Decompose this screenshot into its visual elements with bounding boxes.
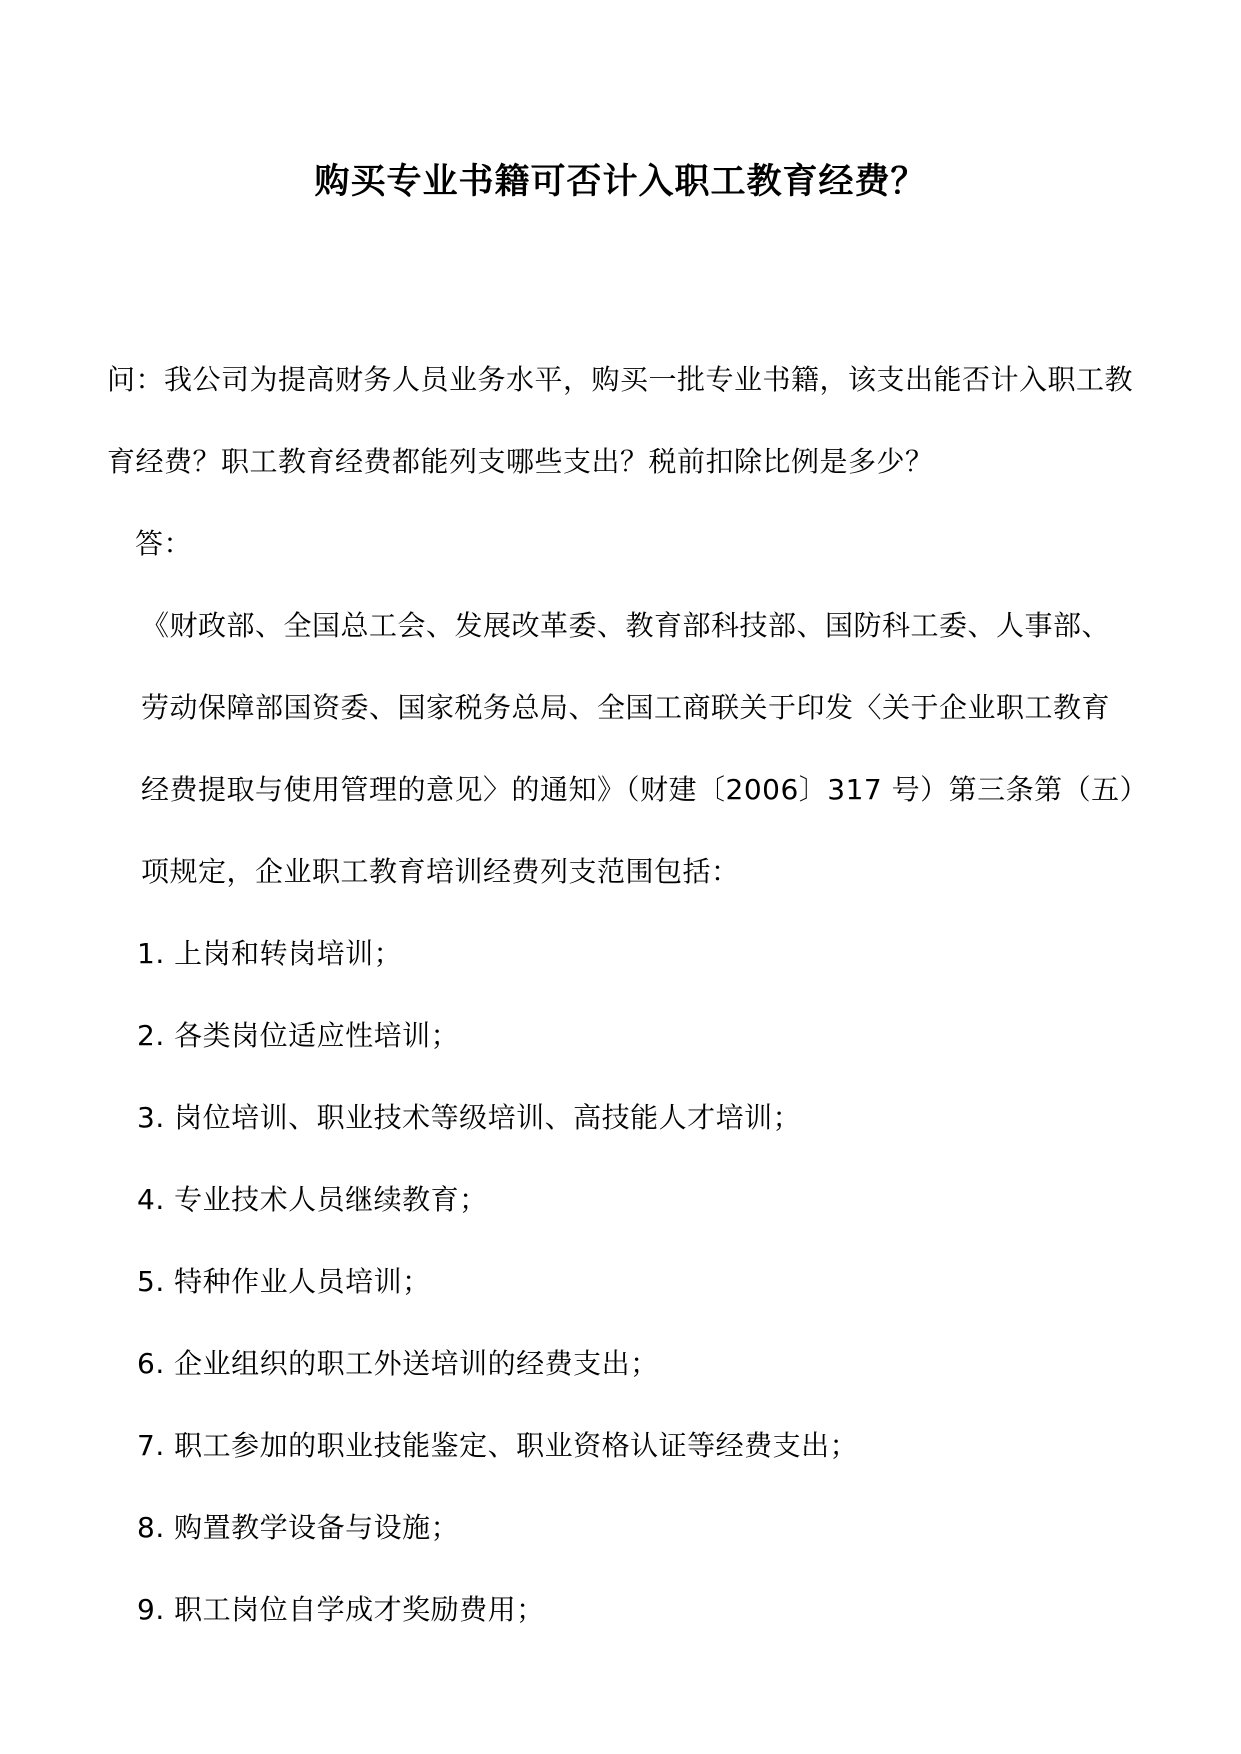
list-item: 7. 职工参加的职业技能鉴定、职业资格认证等经费支出； <box>137 1429 859 1462</box>
answer-paragraph: 《财政部、全国总工会、发展改革委、教育部科技部、国防科工委、人事部、劳动保障部国资委、国家税务总局、全国工商联关于印发〈关于企业职工教育经费提取与使用管理的意见〉的通知》（财建〔2006〕317 号）第三条第（五）项规定，企业职工教育培训经费列支范围包括： <box>141 609 1135 888</box>
list-item: 4. 专业技术人员继续教育； <box>137 1183 488 1216</box>
answer-label: 答： <box>135 527 193 560</box>
document-body <box>107 339 1137 1651</box>
document-title: 购买专业书籍可否计入职工教育经费？ <box>314 161 927 202</box>
question-paragraph: 问：我公司为提高财务人员业务水平，购买一批专业书籍，该支出能否计入职工教育经费？职工教育经费都能列支哪些支出？税前扣除比例是多少？ <box>107 363 1134 478</box>
list-item: 6. 企业组织的职工外送培训的经费支出； <box>137 1347 659 1380</box>
list-item: 9. 职工岗位自学成才奖励费用； <box>137 1593 545 1626</box>
list-item: 8. 购置教学设备与设施； <box>137 1511 460 1544</box>
list-item: 5. 特种作业人员培训； <box>137 1265 431 1298</box>
list-item: 1. 上岗和转岗培训； <box>137 937 403 970</box>
list-item: 3. 岗位培训、职业技术等级培训、高技能人才培训； <box>137 1101 802 1134</box>
list-item: 2. 各类岗位适应性培训； <box>137 1019 460 1052</box>
